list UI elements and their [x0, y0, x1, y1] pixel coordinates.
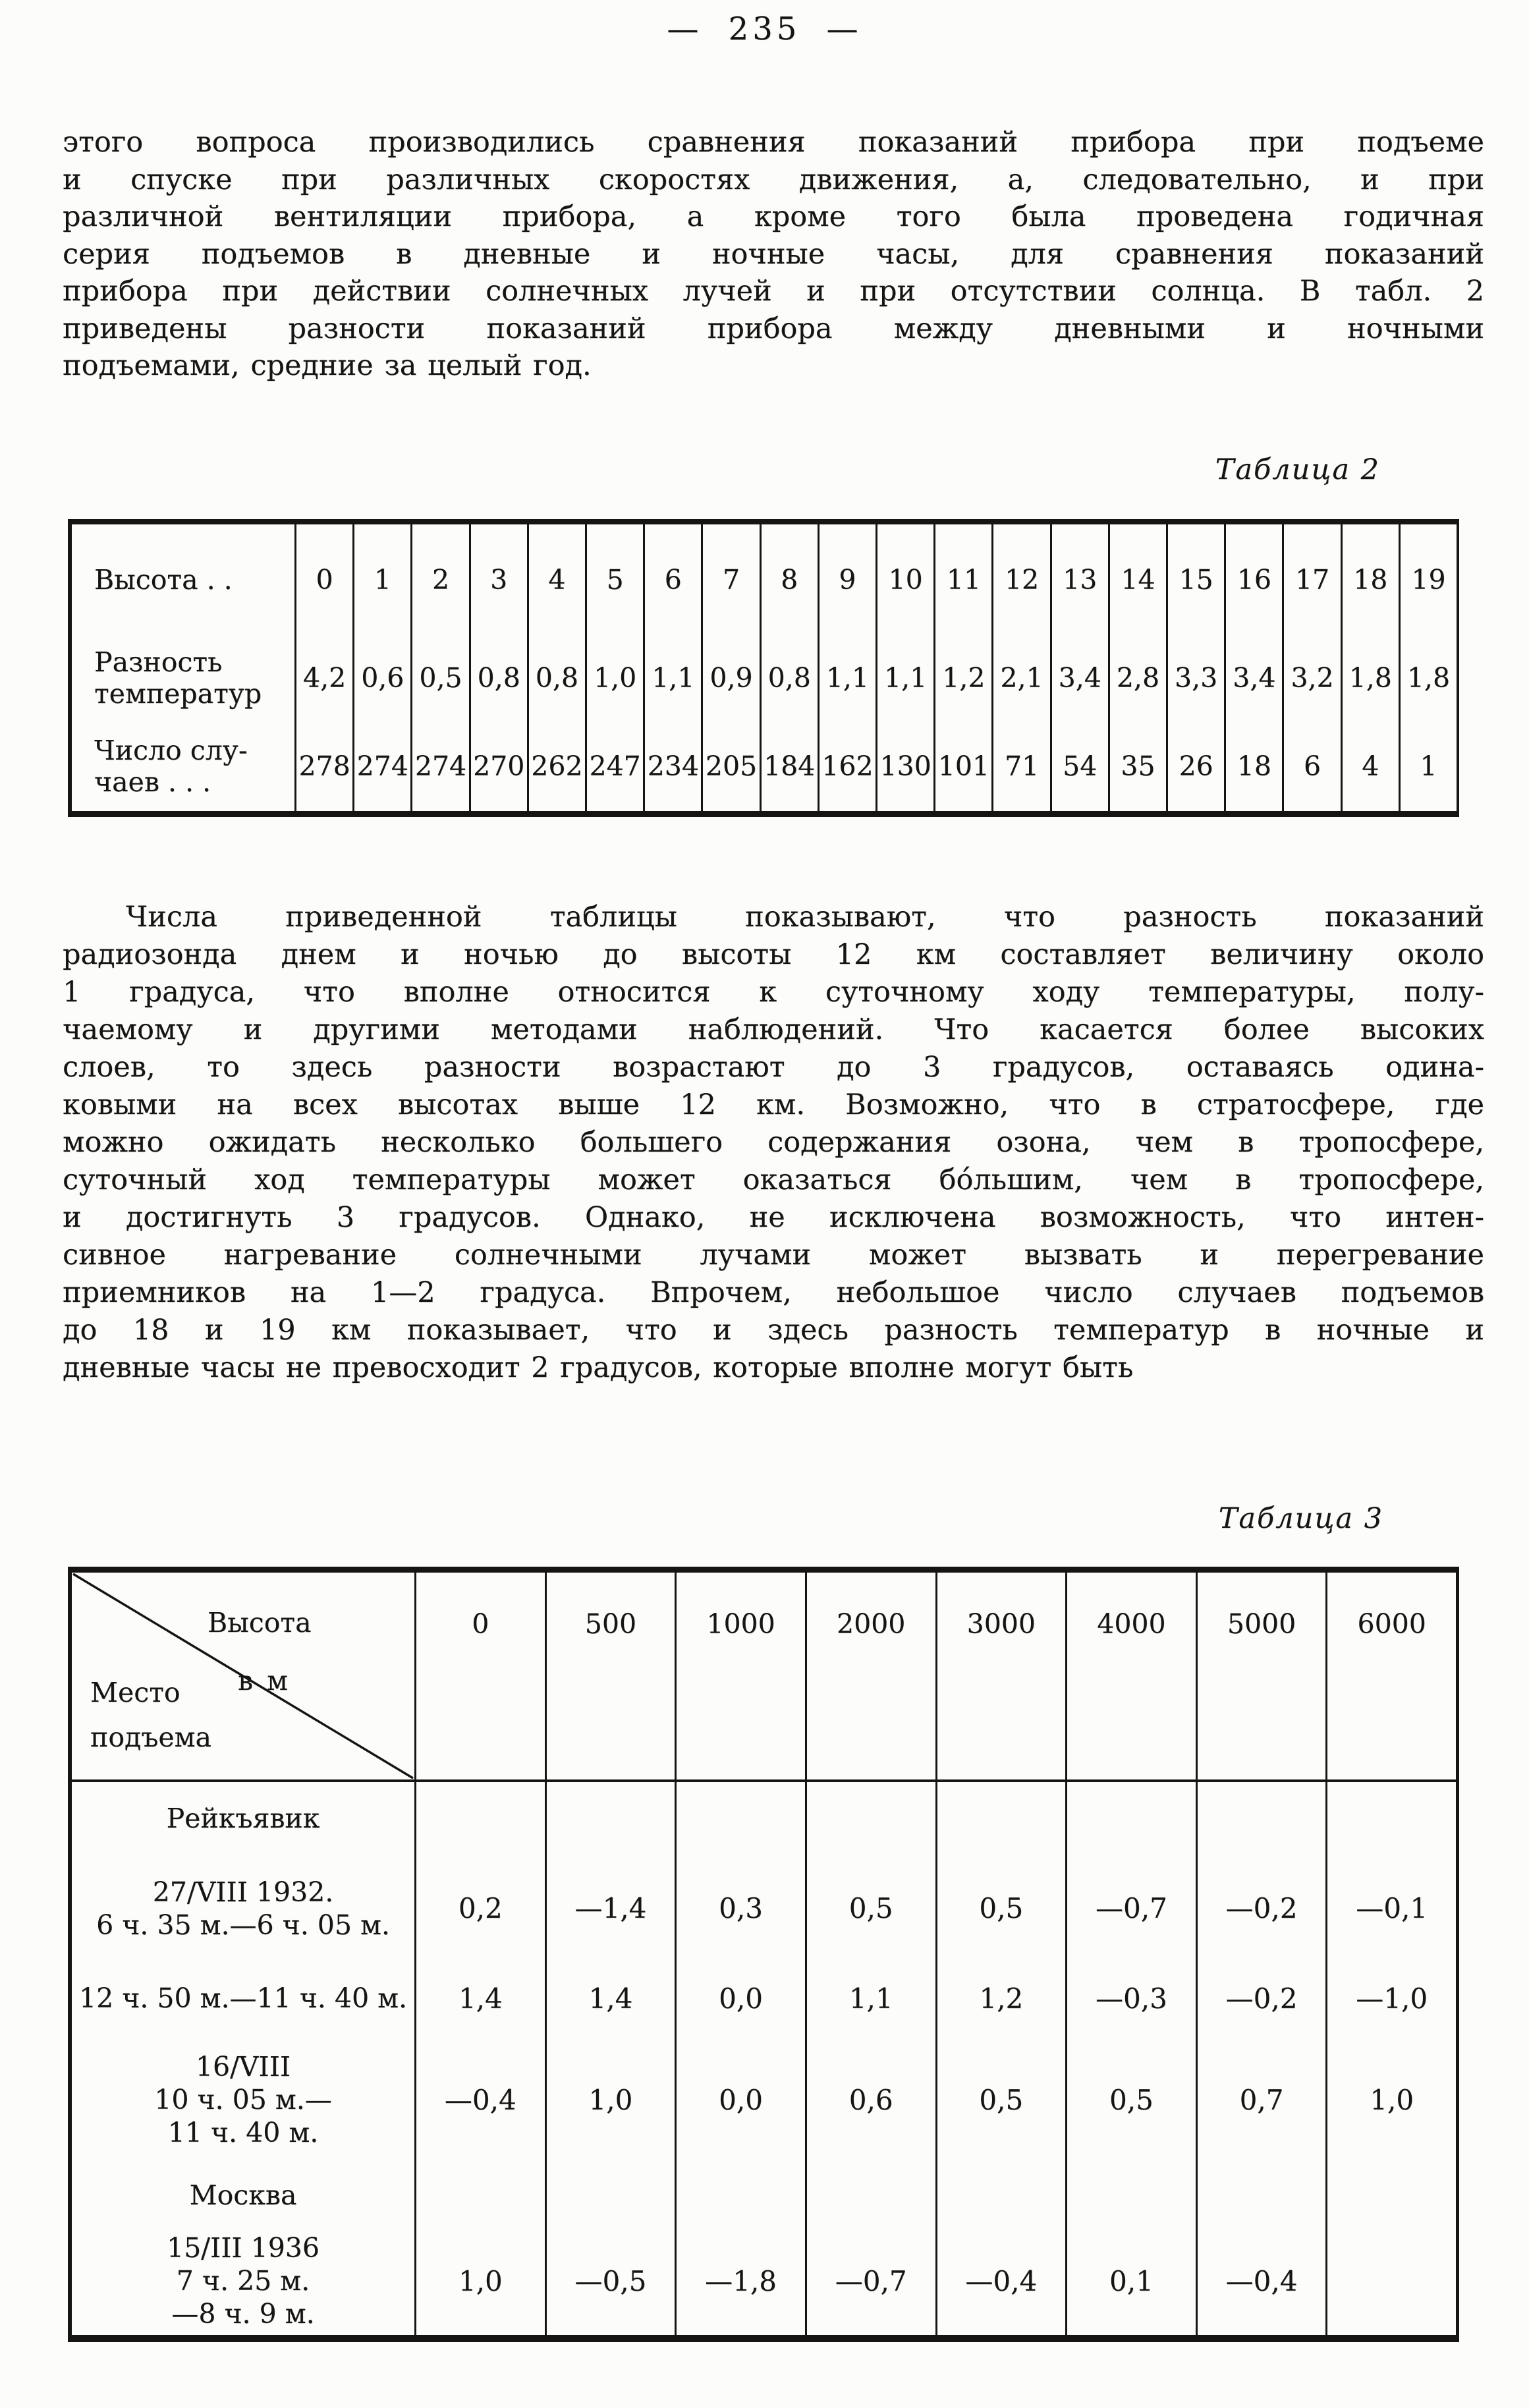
table2-column-7	[701, 524, 759, 811]
paragraph-2-line-13: дневные часы не превосходит 2 градусов, которые вполне могут быть	[63, 1351, 1134, 1384]
table3-ascent-label-line-1: 12 ч. 50 м.—11 ч. 40 м.	[78, 1982, 407, 2014]
table2-column-10	[876, 524, 933, 811]
table3-empty-cell	[675, 2165, 805, 2226]
table3-ascent-label-line-3: 11 ч. 40 м.	[167, 2117, 319, 2148]
table3-value-row1-h500: —1,4	[545, 1855, 675, 1962]
table2-column-1	[352, 524, 410, 811]
table3-value-row3-h2000: 0,6	[805, 2034, 935, 2165]
table3-colhead-5000: 5000	[1196, 1573, 1326, 1779]
table2-column-16	[1224, 524, 1282, 811]
table2-count-value-5: 247	[589, 750, 641, 782]
table2-height-value-6: 6	[664, 564, 682, 596]
table2-caption: Таблица 2	[1215, 453, 1380, 486]
table2-height-value-7: 7	[722, 564, 740, 596]
table3-empty-cell	[1065, 1782, 1196, 1855]
table2-column-3	[469, 524, 527, 811]
table2-height-value-3: 3	[490, 564, 508, 596]
table3-place-label	[72, 1782, 414, 1855]
paragraph-2-line-2: радиозонда днем и ночью до высоты 12 км составляет величину около	[63, 938, 1484, 971]
table2-height-value-5: 5	[606, 564, 624, 596]
table2-diff-value-10: 1,1	[884, 662, 928, 694]
table3-ascent-label	[72, 2226, 414, 2336]
table2-diff-value-19: 1,8	[1406, 662, 1451, 694]
table2-column-11	[933, 524, 991, 811]
table3-empty-cell	[805, 1782, 935, 1855]
table2-height-value-19: 19	[1411, 564, 1446, 596]
table3-corner-cell	[72, 1573, 414, 1779]
table2-column-12	[991, 524, 1049, 811]
table2-diff-value-14: 2,8	[1116, 662, 1160, 694]
table3-value-row5-h5000: —0,4	[1196, 2226, 1326, 2336]
table3-value-row5-h2000: —0,7	[805, 2226, 935, 2336]
table3-colhead-4000: 4000	[1065, 1573, 1196, 1779]
table2-diff-value-6: 1,1	[652, 662, 695, 694]
table2-height-value-12: 12	[1004, 564, 1040, 596]
table2-count-value-16: 18	[1237, 750, 1271, 782]
paragraph-2-line-4: чаемому и другими методами наблюдений. Что касается более высоких	[63, 1013, 1484, 1046]
table3-ascent-label-line-1: 15/III 1936	[167, 2232, 320, 2264]
table-2	[68, 519, 1459, 817]
table2-rowlabel-height	[94, 524, 294, 635]
table2-column-9	[818, 524, 876, 811]
table3-colhead-1000: 1000	[675, 1573, 805, 1779]
paragraph-1-line-6: приведены разности показаний прибора между дневными и ночными	[63, 312, 1484, 345]
table3-value-row5-h500: —0,5	[545, 2226, 675, 2336]
table3-empty-cell	[545, 1782, 675, 1855]
paragraph-1-line-2: и спуске при различных скоростях движения, а, следовательно, и при	[63, 163, 1484, 196]
table3-value-row2-h6000: —1,0	[1325, 1962, 1456, 2034]
table3-corner-place-label-line1: Место	[90, 1677, 181, 1708]
table2-column-8	[760, 524, 818, 811]
table3-colhead-6000: 6000	[1325, 1573, 1456, 1779]
table3-empty-cell	[1196, 2165, 1326, 2226]
table2-row-labels	[72, 524, 294, 811]
table3-value-row3-h5000: 0,7	[1196, 2034, 1326, 2165]
table3-value-row2-h1000: 0,0	[675, 1962, 805, 2034]
table2-diff-value-0: 4,2	[302, 662, 347, 694]
paragraph-2-line-7: можно ожидать несколько большего содержания озона, чем в тропосфере,	[63, 1126, 1484, 1159]
paragraph-2-line-1: Числа приведенной таблицы показывают, что разность показаний	[126, 901, 1484, 934]
table2-column-17	[1282, 524, 1340, 811]
table2-count-value-17: 6	[1304, 750, 1321, 782]
table2-rowlabel-count-line1: Число слу-	[94, 734, 248, 766]
table2-rowlabel-count	[94, 721, 294, 811]
table2-column-0	[294, 524, 352, 811]
table2-column-19	[1399, 524, 1457, 811]
table2-count-value-10: 130	[879, 750, 931, 782]
table3-value-row5-h4000: 0,1	[1065, 2226, 1196, 2336]
table2-height-value-18: 18	[1353, 564, 1388, 596]
table3-ascent-label-line-2: 10 ч. 05 м.—	[154, 2084, 332, 2115]
table2-data-columns	[294, 524, 1457, 811]
table2-column-14	[1108, 524, 1166, 811]
table2-rowlabel-diff	[94, 635, 294, 721]
paragraph-2-line-6: ковыми на всех высотах выше 12 км. Возможно, что в стратосфере, где	[63, 1088, 1484, 1121]
table3-empty-cell	[1325, 1782, 1456, 1855]
table3-ascent-label-line-2: 6 ч. 35 м.—6 ч. 05 м.	[96, 1909, 390, 1941]
table3-corner-height-unit: в м	[238, 1665, 291, 1696]
table2-count-value-3: 270	[473, 750, 525, 782]
table2-height-value-15: 15	[1179, 564, 1213, 596]
table2-diff-value-16: 3,4	[1233, 662, 1276, 694]
table2-diff-value-8: 0,8	[767, 662, 811, 694]
table2-rowlabel-height-text: Высота . .	[94, 564, 233, 596]
table3-ascent-label-line-1: 27/VIII 1932.	[152, 1876, 334, 1908]
table3-place-name: Москва	[189, 2179, 297, 2211]
table3-ascent-label-line-2: 7 ч. 25 м.	[176, 2265, 310, 2297]
table2-diff-value-5: 1,0	[594, 662, 637, 694]
table3-value-row2-h4000: —0,3	[1065, 1962, 1196, 2034]
table3-value-row5-h3000: —0,4	[935, 2226, 1066, 2336]
table2-count-value-1: 274	[356, 750, 408, 782]
table3-ascent-label	[72, 1855, 414, 1962]
paragraph-2-line-5: слоев, то здесь разности возрастают до 3 градусов, оставаясь одина-	[63, 1051, 1484, 1084]
table3-value-row3-h0: —0,4	[414, 2034, 545, 2165]
table2-count-value-9: 162	[821, 750, 874, 782]
table2-height-value-4: 4	[548, 564, 566, 596]
table2-diff-value-15: 3,3	[1175, 662, 1218, 694]
table3-value-row2-h3000: 1,2	[935, 1962, 1066, 2034]
table2-count-value-11: 101	[937, 750, 989, 782]
table3-ascent-label-line-1: 16/VIII	[195, 2051, 291, 2083]
table3-value-row5-h1000: —1,8	[675, 2226, 805, 2336]
paragraph-2-line-8: суточный ход температуры может оказаться бо́льшим, чем в тропосфере,	[63, 1163, 1484, 1196]
table2-count-value-15: 26	[1179, 750, 1213, 782]
table2-column-13	[1050, 524, 1108, 811]
table2-height-value-10: 10	[888, 564, 923, 596]
paragraph-1-line-7: подъемами, средние за целый год.	[63, 349, 592, 382]
table-3	[68, 1567, 1459, 2342]
paragraph-2-line-12: до 18 и 19 км показывает, что и здесь разность температур в ночные и	[63, 1314, 1484, 1347]
table2-column-5	[585, 524, 643, 811]
table2-diff-value-1: 0,6	[361, 662, 404, 694]
table3-value-row2-h2000: 1,1	[805, 1962, 935, 2034]
table2-height-value-17: 17	[1294, 564, 1330, 596]
table3-value-row1-h1000: 0,3	[675, 1855, 805, 1962]
table3-column-headers	[414, 1573, 1456, 1779]
table2-height-value-9: 9	[839, 564, 856, 596]
table2-count-value-6: 234	[647, 750, 699, 782]
paragraph-1-line-1: этого вопроса производились сравнения показаний прибора при подъеме	[63, 126, 1484, 159]
table2-rowlabel-diff-line1: Разность	[94, 646, 223, 678]
table3-empty-cell	[675, 1782, 805, 1855]
table3-empty-cell	[1325, 2165, 1456, 2226]
paragraph-2-line-9: и достигнуть 3 градусов. Однако, не исключена возможность, что интен-	[63, 1201, 1484, 1234]
table3-ascent-label	[72, 2034, 414, 2165]
table3-value-row3-h4000: 0,5	[1065, 2034, 1196, 2165]
table2-count-value-4: 262	[531, 750, 583, 782]
table2-count-value-19: 1	[1420, 750, 1437, 782]
table3-corner-height-label: Высота	[208, 1607, 312, 1638]
paragraph-1	[63, 124, 1484, 385]
paragraph-2	[63, 899, 1484, 1387]
table2-height-value-1: 1	[374, 564, 391, 596]
table3-value-row2-h5000: —0,2	[1196, 1962, 1326, 2034]
table3-value-row1-h6000: —0,1	[1325, 1855, 1456, 1962]
table3-place-label	[72, 2165, 414, 2226]
page-number: — 235 —	[667, 11, 862, 47]
table3-empty-cell	[414, 2165, 545, 2226]
table2-count-value-2: 274	[414, 750, 467, 782]
table3-empty-cell	[414, 1782, 545, 1855]
table3-ascent-label	[72, 1962, 414, 2034]
paragraph-2-line-10: сивное нагревание солнечными лучами может вызвать и перегревание	[63, 1239, 1484, 1272]
table3-value-row3-h1000: 0,0	[675, 2034, 805, 2165]
table3-ascent-label-line-3: —8 ч. 9 м.	[171, 2298, 315, 2330]
table2-height-value-8: 8	[781, 564, 798, 596]
table2-height-value-11: 11	[946, 564, 981, 596]
table2-diff-value-11: 1,2	[942, 662, 986, 694]
table2-count-value-7: 205	[705, 750, 758, 782]
table3-header	[72, 1573, 1456, 1782]
table2-diff-value-17: 3,2	[1291, 662, 1334, 694]
paragraph-2-line-11: приемников на 1—2 градуса. Впрочем, небольшое число случаев подъемов	[63, 1276, 1484, 1309]
table2-height-value-14: 14	[1121, 564, 1155, 596]
table3-place-name: Рейкъявик	[166, 1803, 320, 1834]
table2-height-value-0: 0	[316, 564, 333, 596]
table2-count-value-12: 71	[1004, 750, 1040, 782]
table3-empty-cell	[545, 2165, 675, 2226]
table3-value-row1-h4000: —0,7	[1065, 1855, 1196, 1962]
table2-height-value-16: 16	[1237, 564, 1271, 596]
table2-column-18	[1341, 524, 1399, 811]
table3-body	[72, 1782, 1456, 2336]
table3-colhead-2000: 2000	[805, 1573, 935, 1779]
table3-value-row1-h0: 0,2	[414, 1855, 545, 1962]
table3-value-row3-h6000: 1,0	[1325, 2034, 1456, 2165]
table3-value-row2-h500: 1,4	[545, 1962, 675, 2034]
table2-count-value-0: 278	[298, 750, 350, 782]
paragraph-1-line-5: прибора при действии солнечных лучей и при отсутствии солнца. В табл. 2	[63, 275, 1484, 308]
paragraph-1-line-4: серия подъемов в дневные и ночные часы, для сравнения показаний	[63, 237, 1484, 271]
table2-diff-value-12: 2,1	[1000, 662, 1043, 694]
table2-rowlabel-diff-line2: температур	[94, 678, 262, 710]
table2-diff-value-7: 0,9	[709, 662, 753, 694]
table2-height-value-13: 13	[1063, 564, 1098, 596]
table2-count-value-8: 184	[764, 750, 816, 782]
table2-diff-value-2: 0,5	[419, 662, 462, 694]
table3-corner-place-label-line2: подъема	[90, 1722, 211, 1753]
table3-value-row5-h0: 1,0	[414, 2226, 545, 2336]
table3-colhead-0: 0	[414, 1573, 545, 1779]
table2-height-value-2: 2	[431, 564, 450, 596]
table2-column-4	[527, 524, 585, 811]
table3-value-row3-h500: 1,0	[545, 2034, 675, 2165]
table2-column-6	[643, 524, 701, 811]
table3-empty-cell	[935, 1782, 1066, 1855]
table2-count-value-18: 4	[1362, 750, 1379, 782]
table3-caption: Таблица 3	[1218, 1502, 1383, 1535]
paragraph-2-line-3: 1 градуса, что вполне относится к суточному ходу температуры, полу-	[63, 976, 1484, 1009]
table2-column-15	[1166, 524, 1224, 811]
table2-diff-value-3: 0,8	[477, 662, 520, 694]
table3-value-row3-h3000: 0,5	[935, 2034, 1066, 2165]
table2-diff-value-13: 3,4	[1058, 662, 1101, 694]
table3-value-row1-h3000: 0,5	[935, 1855, 1066, 1962]
table2-diff-value-18: 1,8	[1348, 662, 1392, 694]
table3-value-row1-h5000: —0,2	[1196, 1855, 1326, 1962]
table3-empty-cell	[1196, 1782, 1326, 1855]
table3-empty-cell	[1065, 2165, 1196, 2226]
table2-count-value-13: 54	[1063, 750, 1098, 782]
table3-value-row5-h6000	[1325, 2226, 1456, 2336]
table2-column-2	[410, 524, 468, 811]
table2-diff-value-9: 1,1	[825, 662, 870, 694]
paragraph-1-line-3: различной вентиляции прибора, а кроме того была проведена годичная	[63, 200, 1484, 233]
table3-value-row2-h0: 1,4	[414, 1962, 545, 2034]
table3-empty-cell	[935, 2165, 1066, 2226]
table2-count-value-14: 35	[1121, 750, 1155, 782]
table3-colhead-500: 500	[545, 1573, 675, 1779]
table2-diff-value-4: 0,8	[535, 662, 579, 694]
table3-empty-cell	[805, 2165, 935, 2226]
table3-value-row1-h2000: 0,5	[805, 1855, 935, 1962]
table2-rowlabel-count-line2: чаев . . .	[94, 766, 211, 798]
table3-colhead-3000: 3000	[935, 1573, 1066, 1779]
